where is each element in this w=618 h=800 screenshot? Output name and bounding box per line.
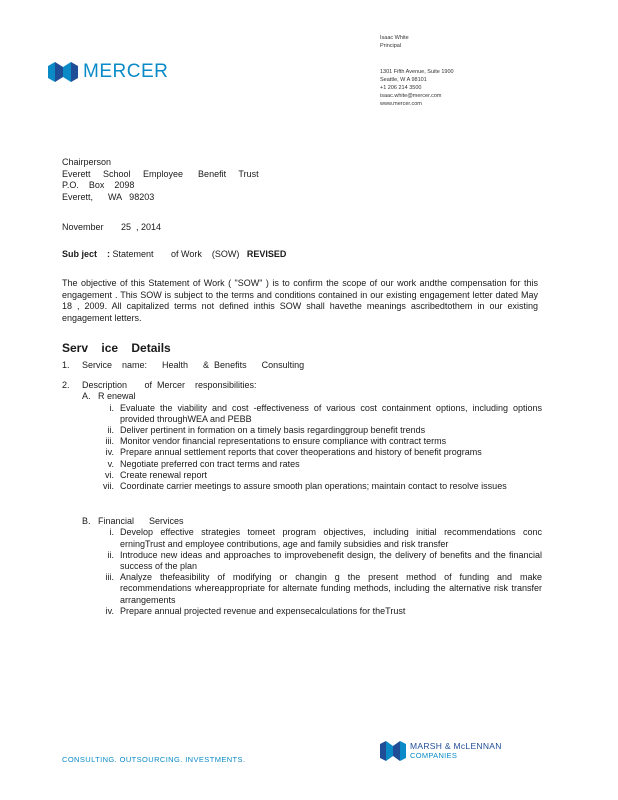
sender-name: Isaac White xyxy=(380,35,409,41)
list-roman: ii. xyxy=(107,425,114,436)
list-number: 1. xyxy=(62,360,70,370)
footer-tagline: CONSULTING. OUTSOURCING. INVESTMENTS. xyxy=(62,755,246,764)
list-text: Introduce new ideas and approaches to improvebenefit design, the delivery of benefits and the financial success of the plan xyxy=(120,549,542,572)
list-text: Prepare annual settlement reports that cover theoperations and history of benefit programs xyxy=(120,447,482,458)
list-roman: i. xyxy=(109,402,114,413)
recipient-line: P.O. Box 2098 xyxy=(62,180,135,190)
list-roman: ii. xyxy=(107,549,114,560)
mmc-name: MARSH & McLENNAN xyxy=(410,741,502,751)
intro-paragraph: The objective of this Statement of Work ( "SOW" ) is to confirm the scope of our work andthe compensation for this engagement . This SOW is subject to the terms and conditions contained in our existing engagement letter dated May 18 , 2009. All capitalized terms not defined inthis SOW shall havethe meanings ascribedtothem in our existing engagement letters. xyxy=(62,278,538,323)
list-text: Negotiate preferred con tract terms and rates xyxy=(120,458,300,469)
mmc-companies: COMPANIES xyxy=(410,751,458,760)
list-text: Prepare annual projected revenue and expensecalculations for theTrust xyxy=(120,605,406,616)
mmc-logo xyxy=(380,741,502,761)
list-item xyxy=(98,481,542,492)
list-item xyxy=(62,360,542,371)
mmc-logo-icon xyxy=(380,741,406,761)
recipient-line: Everett, WA 98203 xyxy=(62,191,155,202)
recipient-line: Chairperson xyxy=(62,157,112,167)
list-item xyxy=(62,380,542,391)
list-text: R enewal xyxy=(98,391,136,402)
list-item xyxy=(98,550,542,572)
list-text: Create renewal report xyxy=(120,469,208,480)
sender-title: Principal xyxy=(380,43,402,49)
list-item xyxy=(98,572,542,606)
list-text: Financial Services xyxy=(98,516,184,527)
list-number: 2. xyxy=(62,380,70,391)
letter-date: November 25 , 2014 xyxy=(62,222,162,232)
list-roman: vi. xyxy=(105,469,114,480)
list-text: Monitor vendor financial representations to ensure compliance with contract terms xyxy=(120,436,447,447)
list-item xyxy=(98,606,542,617)
recipient-address xyxy=(62,157,259,203)
list-item xyxy=(98,470,542,481)
list-roman: v. xyxy=(107,458,114,469)
recipient-line: Everett School Employee Benefit Trust xyxy=(62,168,259,179)
list-text: Service name: Health & Benefits Consulting xyxy=(82,360,305,370)
list-item xyxy=(98,459,542,470)
list-item xyxy=(98,436,542,447)
list-roman: iii. xyxy=(105,436,114,447)
list-roman: iv. xyxy=(105,447,114,458)
mercer-logo xyxy=(48,60,168,84)
list-item xyxy=(98,425,542,436)
sender-email: isaac.white@mercer.com xyxy=(380,93,442,99)
list-roman: i. xyxy=(109,527,114,538)
list-roman: iii. xyxy=(105,572,114,583)
sender-info xyxy=(380,34,454,108)
list-text: Coordinate carrier meetings to assure smooth plan operations; maintain contact to resolve issues xyxy=(120,481,507,492)
list-text: Deliver pertinent in formation on a timely basis regardinggroup benefit trends xyxy=(120,425,426,436)
subject-label: Sub ject : xyxy=(62,249,113,259)
list-text: Evaluate the viability and cost -effectiveness of various cost containment options, including options provided throughWEA and PEBB xyxy=(120,402,542,424)
service-details xyxy=(62,360,542,617)
list-roman: iv. xyxy=(105,605,114,616)
subject-text: Statement of Work (SOW) xyxy=(112,249,247,259)
sender-address-line2: Seattle, W A 98101 xyxy=(380,77,427,83)
list-text: Develop effective strategies tomeet program objectives, including initial recommendations conc erningTrust and employee contributions, age and family subsidies and risk transfer xyxy=(120,527,542,549)
list-text: Description of Mercer responsibilities: xyxy=(82,380,257,391)
section-heading: Serv ice Details xyxy=(62,341,171,355)
mercer-logo-icon xyxy=(48,62,78,82)
list-letter: A. xyxy=(82,391,91,402)
list-item xyxy=(82,516,542,527)
subject-revised: REVISED xyxy=(246,249,287,259)
list-roman: vii. xyxy=(103,481,114,492)
list-letter: B. xyxy=(82,516,91,527)
sender-address-line1: 1301 Fifth Avenue, Suite 1900 xyxy=(380,69,454,75)
sender-phone: +1 206 214 3500 xyxy=(380,85,422,91)
list-item xyxy=(82,391,542,402)
mercer-logo-text: MERCER xyxy=(83,61,169,82)
list-item xyxy=(98,403,542,425)
list-item xyxy=(98,527,542,549)
list-item xyxy=(98,447,542,458)
list-text: Analyze thefeasibility of modifying or changin g the present method of funding and make recommendations whereappropriate for alternate funding methods, including the alternative risk transfer arrangements xyxy=(120,572,542,605)
subject-line xyxy=(62,249,286,259)
sender-website: www.mercer.com xyxy=(380,101,422,107)
